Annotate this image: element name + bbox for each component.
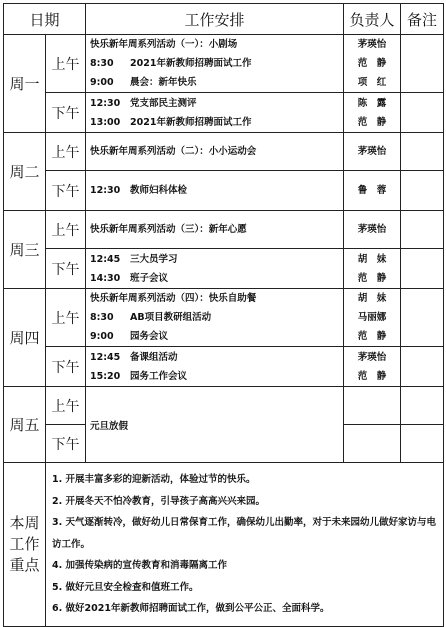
key-point-item: 5. 做好元旦安全检查和值班工作。 [52,581,199,593]
period-label: 下午 [46,347,86,387]
holiday-cell: 元旦放假 [86,387,344,463]
activity-cell [86,249,344,289]
activity-cell [86,93,344,133]
owner-name: 范 静 [357,116,387,128]
monday-pm-row [4,93,444,133]
remark-cell [401,211,444,249]
activity-item: 12:30 教师妇科体检 [90,185,188,196]
key-point-item: 2. 开展冬天不怕冷教育，引导孩子高高兴兴来园。 [52,495,266,507]
header-work: 工作安排 [86,4,344,35]
activity-item: 14:30 班子会议 [90,272,169,284]
tuesday-pm-row [4,171,444,211]
remark-cell [401,35,444,93]
wednesday-am-row [4,211,444,249]
activity-item: 12:45 备课组活动 [90,351,178,363]
period-label: 下午 [46,93,86,133]
period-label: 下午 [46,249,86,289]
header-row [4,4,444,35]
activity-cell [86,347,344,387]
header-date: 日期 [4,4,86,35]
period-label: 上午 [46,211,86,249]
activity-cell [86,171,344,211]
owner-name: 茅瑛怡 [357,39,387,50]
day-label: 周一 [4,35,46,133]
wednesday-pm-row [4,249,444,289]
day-label: 周四 [4,289,46,387]
owner-cell [344,35,401,93]
period-label: 上午 [46,289,86,347]
activity-item: 9:00 园务会议 [90,331,169,342]
day-label: 周二 [4,133,46,211]
key-points-label [4,463,46,627]
owner-cell [344,387,401,425]
key-points-label-line: 工作 [9,534,40,553]
key-point-item: 4. 加强传染病的宣传教育和消毒隔离工作 [52,560,228,571]
key-point-item: 6. 做好2021年新教师招聘面试工作，做到公平公正、全面科学。 [52,603,330,614]
owner-cell [344,249,401,289]
owner-name: 项 红 [357,77,387,88]
period-label: 上午 [46,387,86,425]
remark-cell [401,133,444,171]
owner-name: 鲁 蓉 [357,185,387,196]
thursday-am-row [4,289,444,347]
header-remark: 备注 [401,4,444,35]
day-label: 周三 [4,211,46,289]
activity-item: 快乐新年周系列活动（二）：小小运动会 [90,146,257,157]
friday-am-row [4,387,444,425]
schedule-table [3,3,444,627]
period-label: 上午 [46,133,86,171]
activity-cell [86,211,344,249]
owner-name: 范 静 [357,58,387,69]
activity-item: 9:00 晨会：新年快乐 [90,77,197,88]
owner-cell [344,289,401,347]
activity-item: 快乐新年周系列活动（一）：小剧场 [90,39,238,50]
activity-item: 13:00 2021年新教师招聘面试工作 [90,116,252,128]
activity-cell [86,35,344,93]
monday-am-row [4,35,444,93]
header-owner: 负责人 [344,4,401,35]
remark-cell [401,171,444,211]
owner-name: 陈 露 [357,97,387,109]
tuesday-am-row [4,133,444,171]
key-point-item: 3. 天气逐渐转冷，做好幼儿日常保育工作，确保幼儿出勤率，对于未来园幼儿做好家访与电访工作。 [52,517,437,550]
owner-name: 范 静 [357,331,387,342]
thursday-pm-row [4,347,444,387]
owner-name: 胡 妹 [357,293,387,304]
key-points-list [46,463,444,627]
activity-item: 15:20 园务工作会议 [90,370,188,382]
owner-cell [344,425,401,463]
owner-cell [344,133,401,171]
period-label: 下午 [46,425,86,463]
key-points-label-line: 重点 [9,555,40,574]
owner-name: 茅瑛怡 [357,146,387,157]
owner-name: 茅瑛怡 [357,351,387,363]
owner-cell [344,347,401,387]
activity-cell [86,133,344,171]
activity-item: 8:30 AB项目教研组活动 [90,312,212,323]
activity-item: 12:30 党支部民主测评 [90,97,197,109]
remark-cell [401,347,444,387]
key-points-row [4,463,444,627]
remark-cell [401,387,444,425]
activity-item: 12:45 三大员学习 [90,253,178,265]
remark-cell [401,425,444,463]
activity-item: 快乐新年周系列活动（三）：新年心愿 [90,224,247,235]
activity-item: 快乐新年周系列活动（四）：快乐自助餐 [90,293,257,304]
period-label: 下午 [46,171,86,211]
owner-cell [344,171,401,211]
day-label: 周五 [4,387,46,463]
remark-cell [401,93,444,133]
key-point-item: 1. 开展丰富多彩的迎新活动，体验过节的快乐。 [52,474,256,485]
remark-cell [401,289,444,347]
period-label: 上午 [46,35,86,93]
activity-item: 8:30 2021年新教师招聘面试工作 [90,58,252,69]
owner-cell [344,211,401,249]
key-points-label-line: 本周 [9,513,40,532]
owner-name: 胡 妹 [357,253,387,265]
owner-name: 范 静 [357,272,387,284]
remark-cell [401,249,444,289]
owner-name: 茅瑛怡 [357,224,387,235]
owner-name: 范 静 [357,370,387,382]
activity-cell [86,289,344,347]
owner-name: 马丽娜 [357,312,387,323]
owner-cell [344,93,401,133]
